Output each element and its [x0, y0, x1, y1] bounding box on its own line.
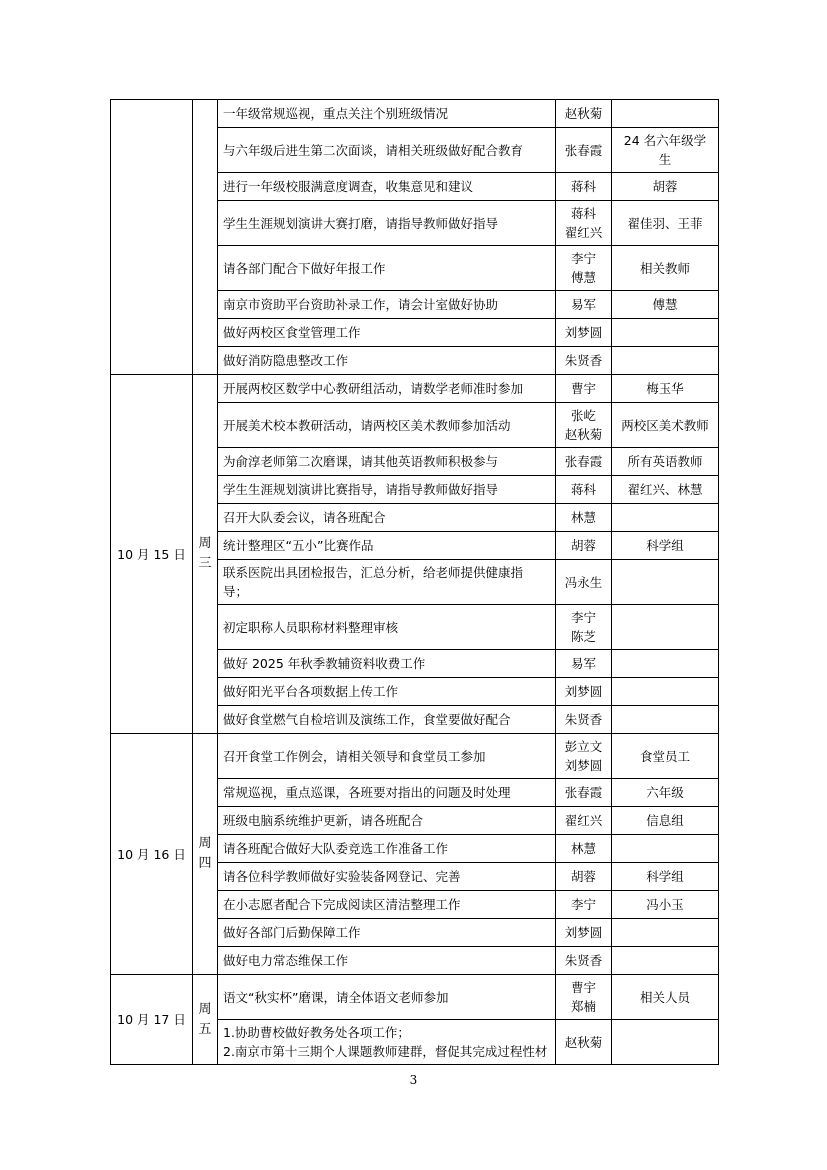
text-line: 学生生涯规划演讲大赛打磨，请指导教师做好指导: [223, 215, 499, 231]
text-line: 张屹: [570, 408, 596, 423]
participants-cell: [612, 706, 719, 734]
task-cell: [218, 605, 556, 650]
responsible-cell: [556, 347, 612, 375]
task-cell: [218, 835, 556, 863]
participants-cell: [612, 560, 719, 605]
responsible-cell: [556, 504, 612, 532]
responsible-cell: [556, 863, 612, 891]
text-line: 李宁: [570, 897, 596, 912]
participants-cell: [612, 1020, 719, 1065]
text-line: 曹宇: [570, 381, 596, 396]
task-cell: [218, 448, 556, 476]
responsible-cell: [556, 650, 612, 678]
text-line: 李宁: [570, 610, 596, 625]
text-line: 赵秋菊: [564, 106, 603, 121]
date-cell: 10 月 17 日: [111, 975, 193, 1065]
task-cell: [218, 1020, 556, 1065]
text-line: 蒋科: [570, 206, 596, 221]
text-line: 张春霞: [564, 454, 603, 469]
participants-cell: [612, 678, 719, 706]
text-line: 做好食堂燃气自检培训及演练工作，食堂要做好配合: [223, 712, 511, 727]
task-cell: [218, 403, 556, 448]
task-cell: [218, 375, 556, 403]
text-line: 刘梦圆: [564, 925, 603, 940]
responsible-cell: [556, 403, 612, 448]
text-line: 进行一年级校服满意度调查，收集意见和建议: [223, 179, 474, 194]
responsible-cell: [556, 891, 612, 919]
responsible-cell: [556, 128, 612, 173]
text-line: 两校区美术教师: [621, 417, 709, 433]
task-cell: [218, 100, 556, 128]
text-line: 曹宇: [570, 980, 596, 995]
responsible-cell: [556, 975, 612, 1020]
task-cell: [218, 560, 556, 605]
text-line: 在小志愿者配合下完成阅读区清洁整理工作: [223, 897, 461, 912]
table-row: [111, 975, 719, 1020]
participants-cell: [612, 319, 719, 347]
participants-cell: [612, 532, 719, 560]
text-line: 陈芝: [570, 629, 596, 644]
text-line: 六年级: [646, 785, 684, 800]
participants-cell: [612, 448, 719, 476]
task-cell: [218, 246, 556, 291]
participants-cell: [612, 779, 719, 807]
task-cell: [218, 532, 556, 560]
task-cell: [218, 347, 556, 375]
text-line: 朱贤香: [564, 712, 603, 727]
text-line: 24 名六年级学: [623, 133, 707, 148]
responsible-cell: [556, 201, 612, 246]
text-line: 胡蓉: [570, 869, 596, 884]
participants-cell: [612, 246, 719, 291]
text-line: 胡蓉: [652, 179, 678, 194]
responsible-cell: [556, 375, 612, 403]
task-cell: [218, 650, 556, 678]
participants-cell: [612, 919, 719, 947]
text-line: 朱贤香: [564, 353, 603, 368]
participants-cell: [612, 173, 719, 201]
responsible-cell: [556, 532, 612, 560]
task-cell: [218, 975, 556, 1020]
text-line: 2.南京市第十三期个人课题教师建群，督促其完成过程性材: [223, 1044, 548, 1059]
text-line: 翟佳羽、王菲: [627, 215, 703, 231]
task-cell: [218, 504, 556, 532]
text-line: 彭立文: [564, 739, 603, 754]
responsible-cell: [556, 835, 612, 863]
participants-cell: [612, 347, 719, 375]
responsible-cell: [556, 605, 612, 650]
text-line: 翟红兴、林慧: [627, 482, 703, 497]
text-line: 请各部门配合下做好年报工作: [223, 260, 386, 276]
participants-cell: [612, 891, 719, 919]
text-line: 1.协助曹校做好教务处各项工作；: [223, 1025, 410, 1040]
participants-cell: [612, 650, 719, 678]
participants-cell: [612, 201, 719, 246]
responsible-cell: [556, 734, 612, 779]
participants-cell: [612, 128, 719, 173]
text-line: 与六年级后进生第二次面谈，请相关班级做好配合教育: [223, 142, 524, 158]
text-line: 科学组: [646, 538, 684, 553]
participants-cell: [612, 375, 719, 403]
text-line: 傅慧: [570, 270, 596, 285]
responsible-cell: [556, 246, 612, 291]
participants-cell: [612, 947, 719, 975]
responsible-cell: [556, 807, 612, 835]
text-line: 导；: [223, 584, 249, 599]
text-line: 一年级常规巡视，重点关注个别班级情况: [223, 106, 449, 121]
participants-cell: [612, 291, 719, 319]
responsible-cell: [556, 448, 612, 476]
task-cell: [218, 807, 556, 835]
text-line: 做好两校区食堂管理工作: [223, 325, 361, 340]
text-line: 做好消防隐患整改工作: [223, 353, 349, 368]
date-cell: 10 月 16 日: [111, 734, 193, 975]
text-line: 梅玉华: [646, 381, 684, 396]
text-line: 相关人员: [639, 989, 690, 1005]
task-cell: [218, 173, 556, 201]
text-line: 傅慧: [652, 297, 678, 312]
task-cell: [218, 291, 556, 319]
text-line: 语文“秋实杯”磨课，请全体语文老师参加: [223, 989, 449, 1005]
responsible-cell: [556, 678, 612, 706]
text-line: 李宁: [570, 251, 596, 266]
text-line: 统计整理区“五小”比赛作品: [223, 538, 374, 553]
task-cell: [218, 947, 556, 975]
text-line: 赵秋菊: [564, 1034, 603, 1050]
text-line: 初定职称人员职称材料整理审核: [223, 619, 399, 635]
participants-cell: [612, 734, 719, 779]
text-line: 相关教师: [639, 260, 690, 276]
text-line: 班级电脑系统维护更新，请各班配合: [223, 813, 424, 828]
responsible-cell: [556, 779, 612, 807]
date-cell: 10 月 15 日: [111, 375, 193, 734]
responsible-cell: [556, 291, 612, 319]
participants-cell: [612, 476, 719, 504]
text-line: 食堂员工: [639, 748, 690, 764]
text-line: 赵秋菊: [564, 427, 603, 442]
task-cell: [218, 476, 556, 504]
table-row: [111, 734, 719, 779]
table-row: [111, 375, 719, 403]
text-line: 蒋科: [570, 482, 596, 497]
task-cell: [218, 706, 556, 734]
participants-cell: [612, 605, 719, 650]
text-line: 科学组: [646, 869, 684, 884]
text-line: 学生生涯规划演讲比赛指导，请指导教师做好指导: [223, 482, 499, 497]
task-cell: [218, 919, 556, 947]
text-line: 做好各部门后勤保障工作: [223, 925, 361, 940]
text-line: 林慧: [570, 510, 596, 525]
table-row: [111, 100, 719, 128]
participants-cell: [612, 807, 719, 835]
text-line: 信息组: [646, 813, 684, 828]
text-line: 翟红兴: [564, 813, 603, 828]
text-line: 林慧: [570, 841, 596, 856]
responsible-cell: [556, 173, 612, 201]
weekday-cell: 周 五: [193, 975, 218, 1065]
text-line: 易军: [570, 297, 596, 312]
text-line: 翟红兴: [564, 225, 603, 240]
text-line: 冯永生: [564, 574, 603, 590]
text-line: 刘梦圆: [564, 684, 603, 699]
responsible-cell: [556, 1020, 612, 1065]
page-number: 3: [409, 1073, 418, 1087]
text-line: 做好电力常态维保工作: [223, 953, 349, 968]
text-line: 蒋科: [570, 179, 596, 194]
task-cell: [218, 779, 556, 807]
task-cell: [218, 319, 556, 347]
text-line: 张春霞: [564, 785, 603, 800]
responsible-cell: [556, 319, 612, 347]
text-line: 胡蓉: [570, 538, 596, 553]
text-line: 为俞淳老师第二次磨课，请其他英语教师积极参与: [223, 454, 499, 469]
participants-cell: [612, 835, 719, 863]
text-line: 召开大队委会议，请各班配合: [223, 510, 386, 525]
responsible-cell: [556, 476, 612, 504]
task-cell: [218, 863, 556, 891]
responsible-cell: [556, 560, 612, 605]
participants-cell: [612, 975, 719, 1020]
text-line: 朱贤香: [564, 953, 603, 968]
text-line: 易军: [570, 656, 596, 671]
participants-cell: [612, 863, 719, 891]
text-line: 刘梦圆: [564, 758, 603, 773]
task-cell: [218, 891, 556, 919]
date-cell: [111, 100, 193, 375]
participants-cell: [612, 100, 719, 128]
weekday-cell: 周 四: [193, 734, 218, 975]
text-line: 召开食堂工作例会，请相关领导和食堂员工参加: [223, 748, 486, 764]
task-cell: [218, 678, 556, 706]
text-line: 请各班配合做好大队委竞选工作准备工作: [223, 841, 449, 856]
text-line: 郑楠: [570, 999, 596, 1014]
responsible-cell: [556, 100, 612, 128]
responsible-cell: [556, 947, 612, 975]
text-line: 做好 2025 年秋季教辅资料收费工作: [223, 656, 426, 671]
responsible-cell: [556, 919, 612, 947]
weekday-cell: 周 三: [193, 375, 218, 734]
text-line: 做好阳光平台各项数据上传工作: [223, 684, 399, 699]
text-line: 刘梦圆: [564, 325, 603, 340]
participants-cell: [612, 504, 719, 532]
text-line: 南京市资助平台资助补录工作，请会计室做好协助: [223, 297, 499, 312]
participants-cell: [612, 403, 719, 448]
task-cell: [218, 734, 556, 779]
text-line: 生: [658, 152, 672, 167]
task-cell: [218, 201, 556, 246]
text-line: 联系医院出具团检报告，汇总分析，给老师提供健康指: [223, 565, 524, 580]
text-line: 冯小玉: [646, 897, 684, 912]
text-line: 请各位科学教师做好实验装备网登记、完善: [223, 869, 461, 884]
weekday-cell: [193, 100, 218, 375]
text-line: 开展美术校本教研活动，请两校区美术教师参加活动: [223, 417, 511, 433]
responsible-cell: [556, 706, 612, 734]
text-line: 张春霞: [564, 142, 603, 158]
text-line: 常规巡视，重点巡课，各班要对指出的问题及时处理: [223, 785, 511, 800]
text-line: 所有英语教师: [627, 454, 703, 469]
text-line: 开展两校区数学中心教研组活动，请数学老师准时参加: [223, 381, 524, 396]
weekly-schedule-table: [110, 99, 719, 1065]
task-cell: [218, 128, 556, 173]
